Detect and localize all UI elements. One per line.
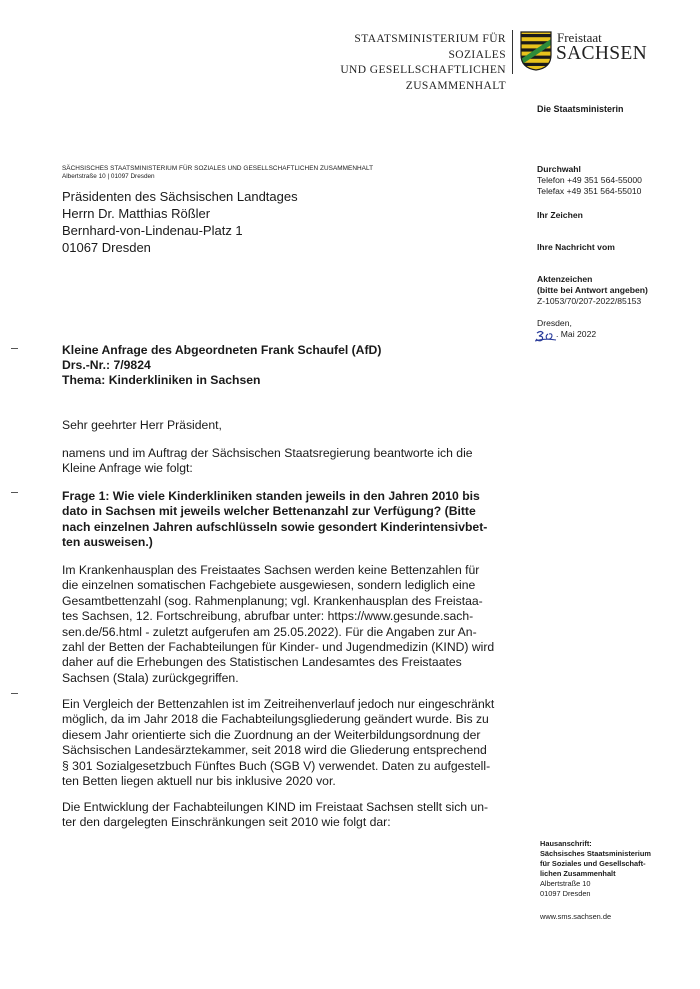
sender-line: SÄCHSISCHES STAATSMINISTERIUM FÜR SOZIALES UND GESELLSCHAFTLICHEN ZUSAMMENHALT: [62, 165, 374, 172]
text-line: Sächsischen Landesärztekammer, seit 2018 wird die Gliederung entsprechend: [62, 743, 487, 758]
text-line: Frage 1: Wie viele Kinderkliniken standen jeweils in den Jahren 2010 bis: [62, 489, 480, 503]
greeting: Sehr geehrter Herr Präsident,: [62, 418, 222, 432]
text-line: diesem Jahr orientierte sich die Zuordnung an der Weiterbildungsordnung der: [62, 727, 481, 742]
aktenzeichen-value: Z-1053/70/207-2022/85153: [537, 296, 642, 306]
recipient-address: [62, 188, 298, 256]
org-line: lichen Zusammenhalt: [540, 869, 616, 878]
text-line: die einzelnen somatischen Fachgebiete ausgewiesen, sondern lediglich eine: [62, 578, 476, 593]
aktenzeichen-label: Aktenzeichen: [537, 274, 593, 284]
street: Albertstraße 10: [540, 879, 591, 888]
text-line: dato in Sachsen mit jeweils welcher Bettenanzahl zur Verfügung? (Bitte: [62, 504, 476, 519]
ministry-line-3: ZUSAMMENHALT: [405, 79, 506, 92]
answer-paragraph-3: [62, 800, 511, 831]
text-line: möglich, da im Jahr 2018 die Fachabteilungsgliederung geändert wurde. Bis zu: [62, 712, 489, 727]
aktenzeichen-block: [537, 274, 648, 307]
ministry-line-1: STAATSMINISTERIUM FÜR SOZIALES: [354, 33, 506, 61]
durchwahl-label: Durchwahl: [537, 164, 581, 174]
saxony-coat-of-arms-icon: [520, 31, 552, 71]
answer-paragraph-2: [62, 697, 511, 789]
recipient-line: Herrn Dr. Matthias Rößler: [62, 206, 211, 221]
date-month-year: . Mai 2022: [556, 329, 597, 339]
telefon: Telefon +49 351 564-55000: [537, 175, 642, 185]
ministry-name: [300, 32, 506, 94]
margin-mark: [11, 492, 18, 493]
margin-mark: [11, 348, 18, 349]
text-line: namens und im Auftrag der Sächsischen Staatsregierung beantworte ich die: [62, 446, 473, 460]
text-line: ten ausweisen.): [62, 535, 153, 550]
ihre-nachricht-label: Ihre Nachricht vom: [537, 242, 615, 252]
text-line: zahl der Betten der Fachabteilungen für Kinder- und Jugendmedizin (KIND) wird: [62, 640, 495, 655]
margin-mark: [11, 693, 18, 694]
text-line: tes Sachsen, 12. Fortschreibung, abrufbar unter: https://www.gesunde.sach-: [62, 609, 474, 624]
text-line: Ein Vergleich der Bettenzahlen ist im Zeitreihenverlauf jedoch nur eingeschränkt: [62, 697, 495, 711]
hausanschrift-label: Hausanschrift:: [540, 839, 592, 848]
text-line: sen.de/56.html - zuletzt aufgerufen am 25.05.2022). Für die Angaben zur An-: [62, 624, 477, 639]
recipient-line: 01067 Dresden: [62, 240, 151, 255]
text-line: Gesamtbettenzahl (sog. Rahmenplanung; vgl. Krankenhausplan des Freistaa-: [62, 593, 483, 608]
sachsen-label: SACHSEN: [556, 43, 647, 64]
org-line: für Soziales und Gesellschaft-: [540, 859, 646, 868]
sender-address: Albertstraße 10 | 01097 Dresden: [62, 173, 155, 180]
website-link[interactable]: www.sms.sachsen.de: [540, 912, 612, 921]
city: 01097 Dresden: [540, 889, 591, 898]
recipient-line: Präsidenten des Sächsischen Landtages: [62, 189, 298, 204]
text-line: § 301 Sozialgesetzbuch Fünftes Buch (SGB V) verwendet. Daten zu aufgestell-: [62, 758, 491, 773]
text-line: nach einzelnen Jahren aufschlüsseln sowie gesondert Kinderintensivbet-: [62, 519, 488, 534]
subject-title: Kleine Anfrage des Abgeordneten Frank Schaufel (AfD): [62, 343, 382, 357]
date-place: Dresden,: [537, 318, 572, 328]
hausanschrift-block: [540, 839, 651, 899]
answer-paragraph-1: [62, 563, 511, 686]
handwritten-day: [535, 329, 557, 343]
text-line: Die Entwicklung der Fachabteilungen KIND im Freistaat Sachsen stellt sich un-: [62, 800, 489, 814]
aktenzeichen-note: (bitte bei Antwort angeben): [537, 285, 648, 295]
text-line: ter den dargelegten Einschränkungen seit 2010 wie folgt dar:: [62, 815, 391, 830]
telefax: Telefax +49 351 564-55010: [537, 186, 642, 196]
text-line: ten Betten liegen aktuell nur bis inklusive 2020 vor.: [62, 774, 336, 789]
freistaat-label: Freistaat: [557, 30, 602, 45]
durchwahl-block: [537, 164, 642, 197]
ihr-zeichen-label: Ihr Zeichen: [537, 210, 583, 220]
drucksache-number: Drs.-Nr.: 7/9824: [62, 358, 151, 372]
minister-title: Die Staatsministerin: [537, 104, 624, 114]
recipient-line: Bernhard-von-Lindenau-Platz 1: [62, 223, 243, 238]
text-line: Kleine Anfrage wie folgt:: [62, 461, 193, 476]
org-line: Sächsisches Staatsministerium: [540, 849, 651, 858]
text-line: daher auf die Erhebungen des Statistischen Landesamtes des Freistaates: [62, 655, 462, 670]
subject-block: [62, 343, 381, 388]
question-1: [62, 489, 511, 551]
text-line: Im Krankenhausplan des Freistaates Sachsen werden keine Bettenzahlen für: [62, 563, 480, 577]
intro-paragraph: [62, 446, 511, 477]
letterhead-divider: [512, 30, 513, 74]
subject-topic: Thema: Kinderkliniken in Sachsen: [62, 373, 261, 387]
text-line: Sachsen (Stala) zurückgegriffen.: [62, 670, 239, 685]
ministry-line-2: UND GESELLSCHAFTLICHEN: [340, 64, 506, 76]
